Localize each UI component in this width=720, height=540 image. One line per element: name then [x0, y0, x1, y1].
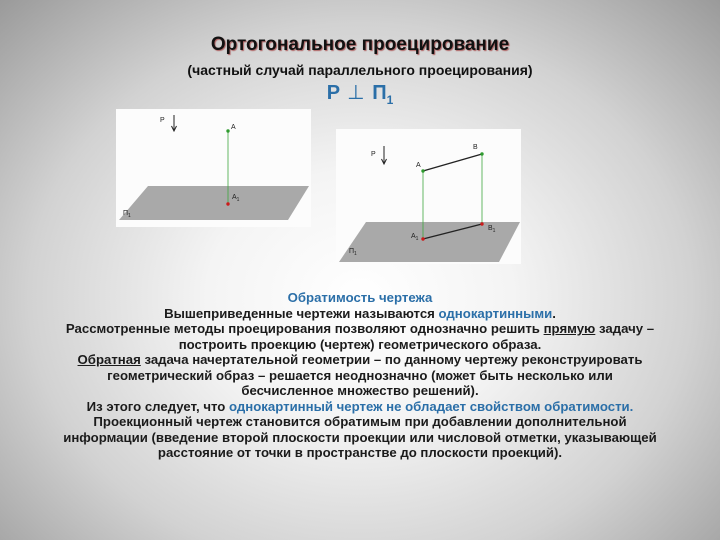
- section-heading: Обратимость чертежа: [287, 290, 433, 305]
- perpendicular-symbol: ⊥: [347, 82, 365, 104]
- plane-label: $П_1$: [123, 210, 131, 219]
- term-single-view: однокартинными: [438, 305, 553, 321]
- point-a: [226, 129, 229, 132]
- plane-label: $П_1$: [349, 248, 357, 257]
- point-projection-figure: [116, 109, 311, 227]
- point-a: [421, 169, 424, 172]
- segment-ab: [423, 154, 482, 171]
- formula-left: P: [326, 82, 340, 104]
- point-a-label: A: [231, 124, 236, 131]
- point-a1-label: $A_1$: [232, 194, 240, 203]
- point-a-label: A: [416, 162, 421, 169]
- term-not-reversible: однокартинный чертеж не обладает свойством обратимости.: [229, 398, 634, 414]
- point-b: [480, 152, 483, 155]
- point-a1: [226, 202, 229, 205]
- paragraph-conclusion: Из этого следует, что однокартинный чертеж не обладает свойством обратимости.: [86, 398, 634, 414]
- paragraph-inverse-task: Обратная задача начертательной геометрии – по данному чертежу реконструировать геометрический образ – решается неоднозначно (может быть несколько или бесчисленное множество решений).: [77, 352, 643, 398]
- point-a1: [421, 237, 424, 240]
- point-a1-label: $A_1$: [411, 233, 419, 242]
- point-b1: [480, 222, 483, 225]
- perpendicular-formula: [0, 80, 720, 107]
- projection-plane: [119, 186, 309, 220]
- formula-right: П: [372, 82, 387, 104]
- paragraph-direct-task: Рассмотренные методы проецирования позволяют однозначно решить прямую задачу – построить проекцию (чертеж) геометрического образа.: [65, 321, 655, 352]
- term-direct: прямую: [543, 321, 596, 336]
- formula-right-subscript: 1: [386, 93, 394, 107]
- slide-subtitle: (частный случай параллельного проецирования): [187, 62, 533, 78]
- segment-projection-figure: [336, 129, 521, 264]
- paragraph-single-view: Вышеприведенные чертежи называются однокартинными.: [164, 305, 556, 321]
- paragraph-reversibility: Проекционный чертеж становится обратимым при добавлении дополнительной информации (введение второй плоскости проекции или числовой отметки, указывающей расстояние от точки в пространстве до плоскости проекций).: [63, 414, 657, 460]
- term-inverse: Обратная: [77, 352, 141, 367]
- point-b1-label: $B_1$: [488, 225, 496, 234]
- slide-title: Ортогональное проецирование: [210, 34, 510, 55]
- direction-label: P: [160, 117, 165, 124]
- slide-body-text: [60, 290, 660, 461]
- point-b-label: B: [473, 144, 478, 151]
- direction-label: P: [371, 151, 376, 158]
